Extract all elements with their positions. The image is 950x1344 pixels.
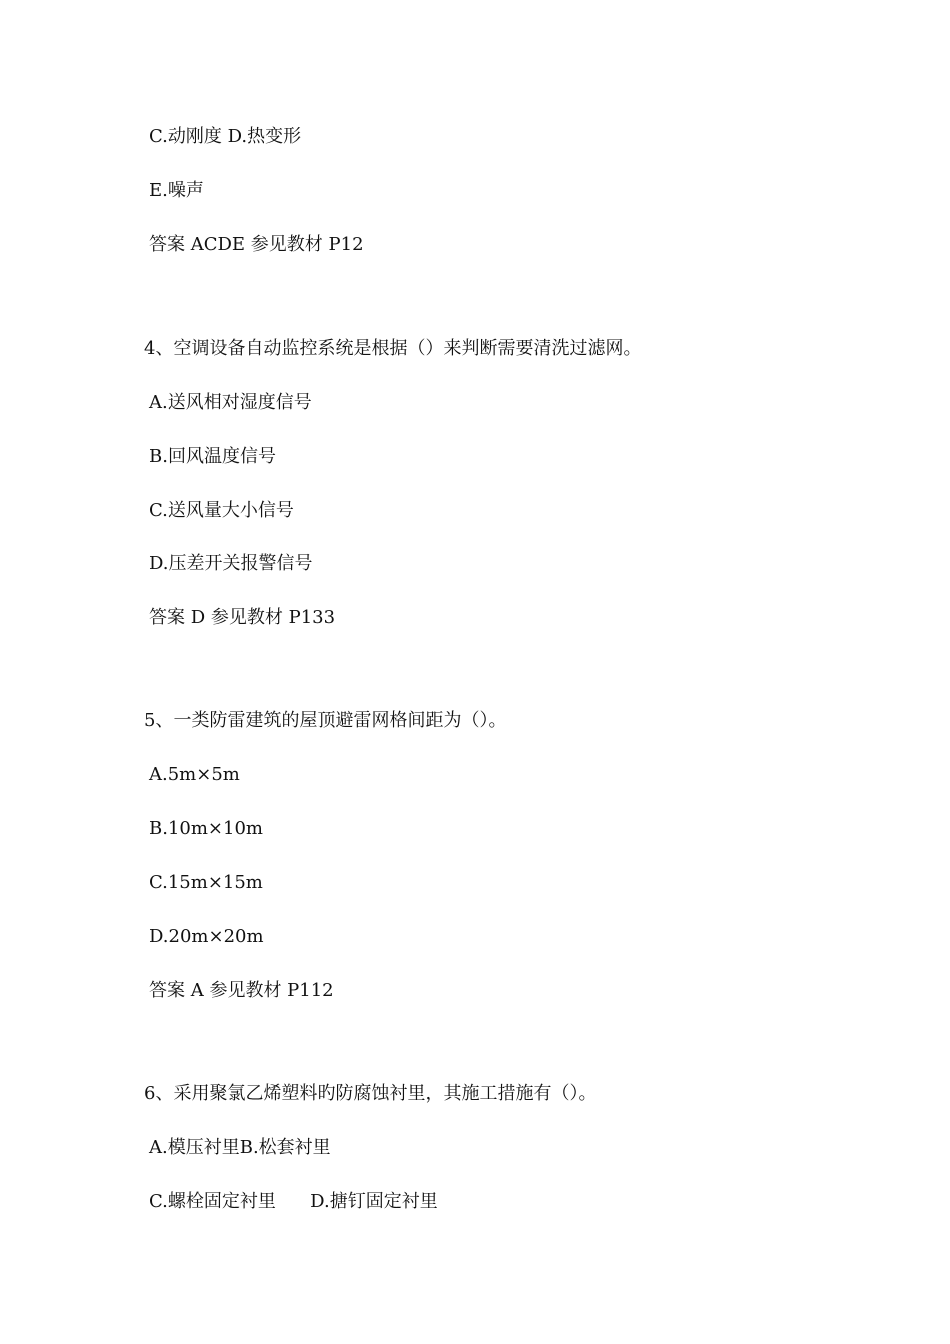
question-5-stem: 5、一类防雷建筑的屋顶避雷网格间距为（）。 <box>144 710 507 731</box>
question-4-answer: 答案 D 参见教材 P133 <box>149 607 336 628</box>
question-5-option-c: C.15m×15m <box>149 872 263 893</box>
question-5-option-b: B.10m×10m <box>149 818 263 839</box>
question-4-option-b: B.回风温度信号 <box>149 446 276 467</box>
option-e-prev: E.噪声 <box>149 180 204 201</box>
option-cd-prev: C.动刚度 D.热变形 <box>149 126 302 147</box>
question-6-option-ab: A.模压衬里B.松套衬里 <box>149 1137 331 1158</box>
question-4-option-a: A.送风相对湿度信号 <box>149 392 312 413</box>
question-5-option-a: A.5m×5m <box>149 764 240 785</box>
question-4-option-c: C.送风量大小信号 <box>149 500 294 521</box>
question-5-option-d: D.20m×20m <box>149 926 264 947</box>
answer-prev: 答案 ACDE 参见教材 P12 <box>149 234 364 255</box>
question-6-option-cd: C.螺栓固定衬里 D.搪钉固定衬里 <box>149 1191 438 1212</box>
question-5-answer: 答案 A 参见教材 P112 <box>149 980 334 1001</box>
question-6-stem: 6、采用聚氯乙烯塑料旳防腐蚀衬里，其施工措施有（）。 <box>144 1083 597 1104</box>
question-4-stem: 4、空调设备自动监控系统是根据（）来判断需要清洗过滤网。 <box>144 338 642 359</box>
question-4-option-d: D.压差开关报警信号 <box>149 553 313 574</box>
